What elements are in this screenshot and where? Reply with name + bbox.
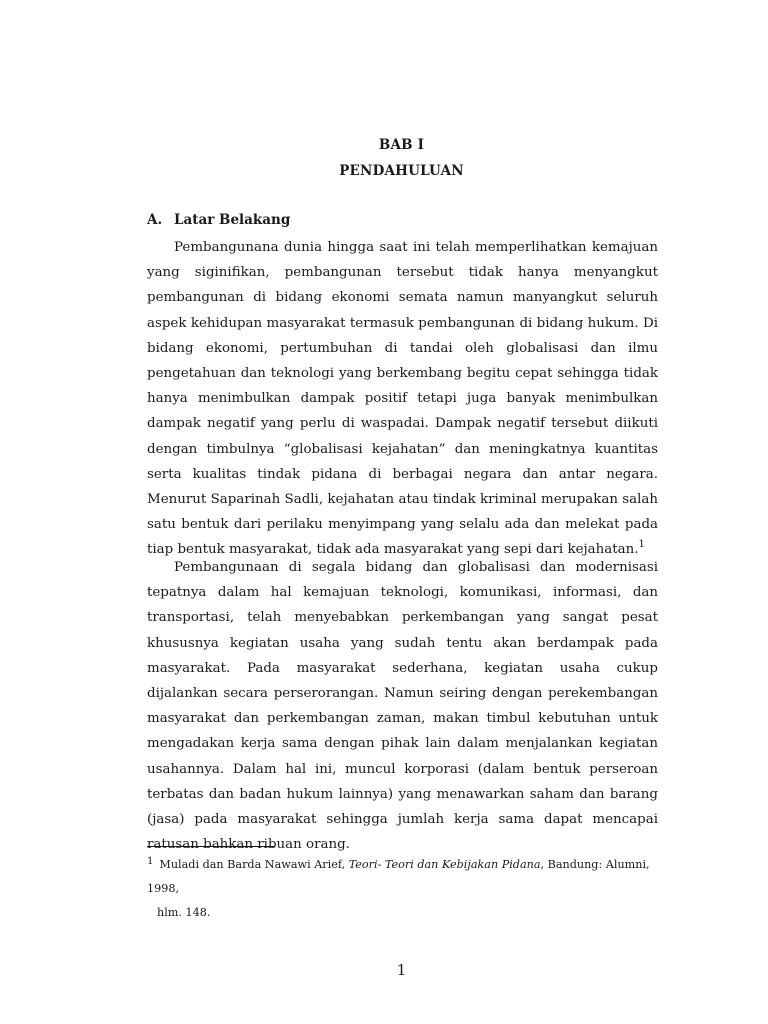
footnote (147, 850, 657, 925)
footnote-separator (147, 846, 275, 847)
footnote-number: 1 (147, 856, 154, 867)
section-marker: A. (147, 212, 163, 228)
section-title: Latar Belakang (174, 212, 291, 228)
footnote-pages: hlm. 148. (157, 906, 211, 919)
footnote-book-title: Teori- Teori dan Kebijakan Pidana (348, 858, 541, 871)
chapter-title: PENDAHULUAN (339, 163, 464, 179)
chapter-number: BAB I (378, 137, 425, 153)
footnote-publisher: , Bandung: Alumni, 1998, (147, 858, 650, 895)
paragraph-1-text: Pembangunana dunia hingga saat ini telah memperlihatkan kemajuan yang siginifikan, pembangunan tersebut tidak hanya menyangkut pembangunan di bidang ekonomi semata namun manyangkut seluruh aspek kehidupan masyarakat termasuk pembangunan di bidang hukum. Di bidang ekonomi, pertumbuhan di tandai oleh globalisasi dan ilmu pengetahuan dan teknologi yang berkembang begitu cepat sehingga tidak hanya menimbulkan dampak positif tetapi juga banyak menimbulkan dampak negatif yang perlu di waspadai. Dampak negatif tersebut diikuti dengan timbulnya “globalisasi kejahatan” dan meningkatnya kuantitas serta kualitas tindak pidana di berbagai negara dan antar negara. Menurut Saparinah Sadli, kejahatan atau tindak kriminal merupakan salah satu bentuk dari perilaku menyimpang yang selalu ada dan melekat pada tiap bentuk masyarakat, tidak ada masyarakat yang sepi dari kejahatan. (147, 240, 658, 558)
paragraph-2-text: Pembangunaan di segala bidang dan globalisasi dan modernisasi tepatnya dalam hal kemajuan teknologi, komunikasi, informasi, dan transportasi, telah menyebabkan perkembangan yang sangat pesat khususnya kegiatan usaha yang sudah tentu akan berdampak pada masyarakat. Pada masyarakat sederhana, kegiatan usaha cukup dijalankan secara perserorangan. Namun seiring dengan perekembangan masyarakat dan perkembangan zaman, makan timbul kebutuhan untuk mengadakan kerja sama dengan pihak lain dalam menjalankan kegiatan usahannya. Dalam hal ini, muncul korporasi (dalam bentuk perseroan terbatas dan badan hukum lainnya) yang menawarkan saham dan barang (jasa) pada masyarakat sehingga jumlah kerja sama dapat mencapai ratusan bahkan ribuan orang. (147, 560, 658, 853)
page-number: 1 (396, 961, 407, 979)
footnote-authors: Muladi dan Barda Nawawi Arief, (159, 858, 349, 871)
paragraph-2 (147, 555, 658, 857)
footnote-reference[interactable]: 1 (638, 539, 645, 551)
paragraph-1 (147, 235, 658, 563)
section-heading (147, 212, 290, 228)
